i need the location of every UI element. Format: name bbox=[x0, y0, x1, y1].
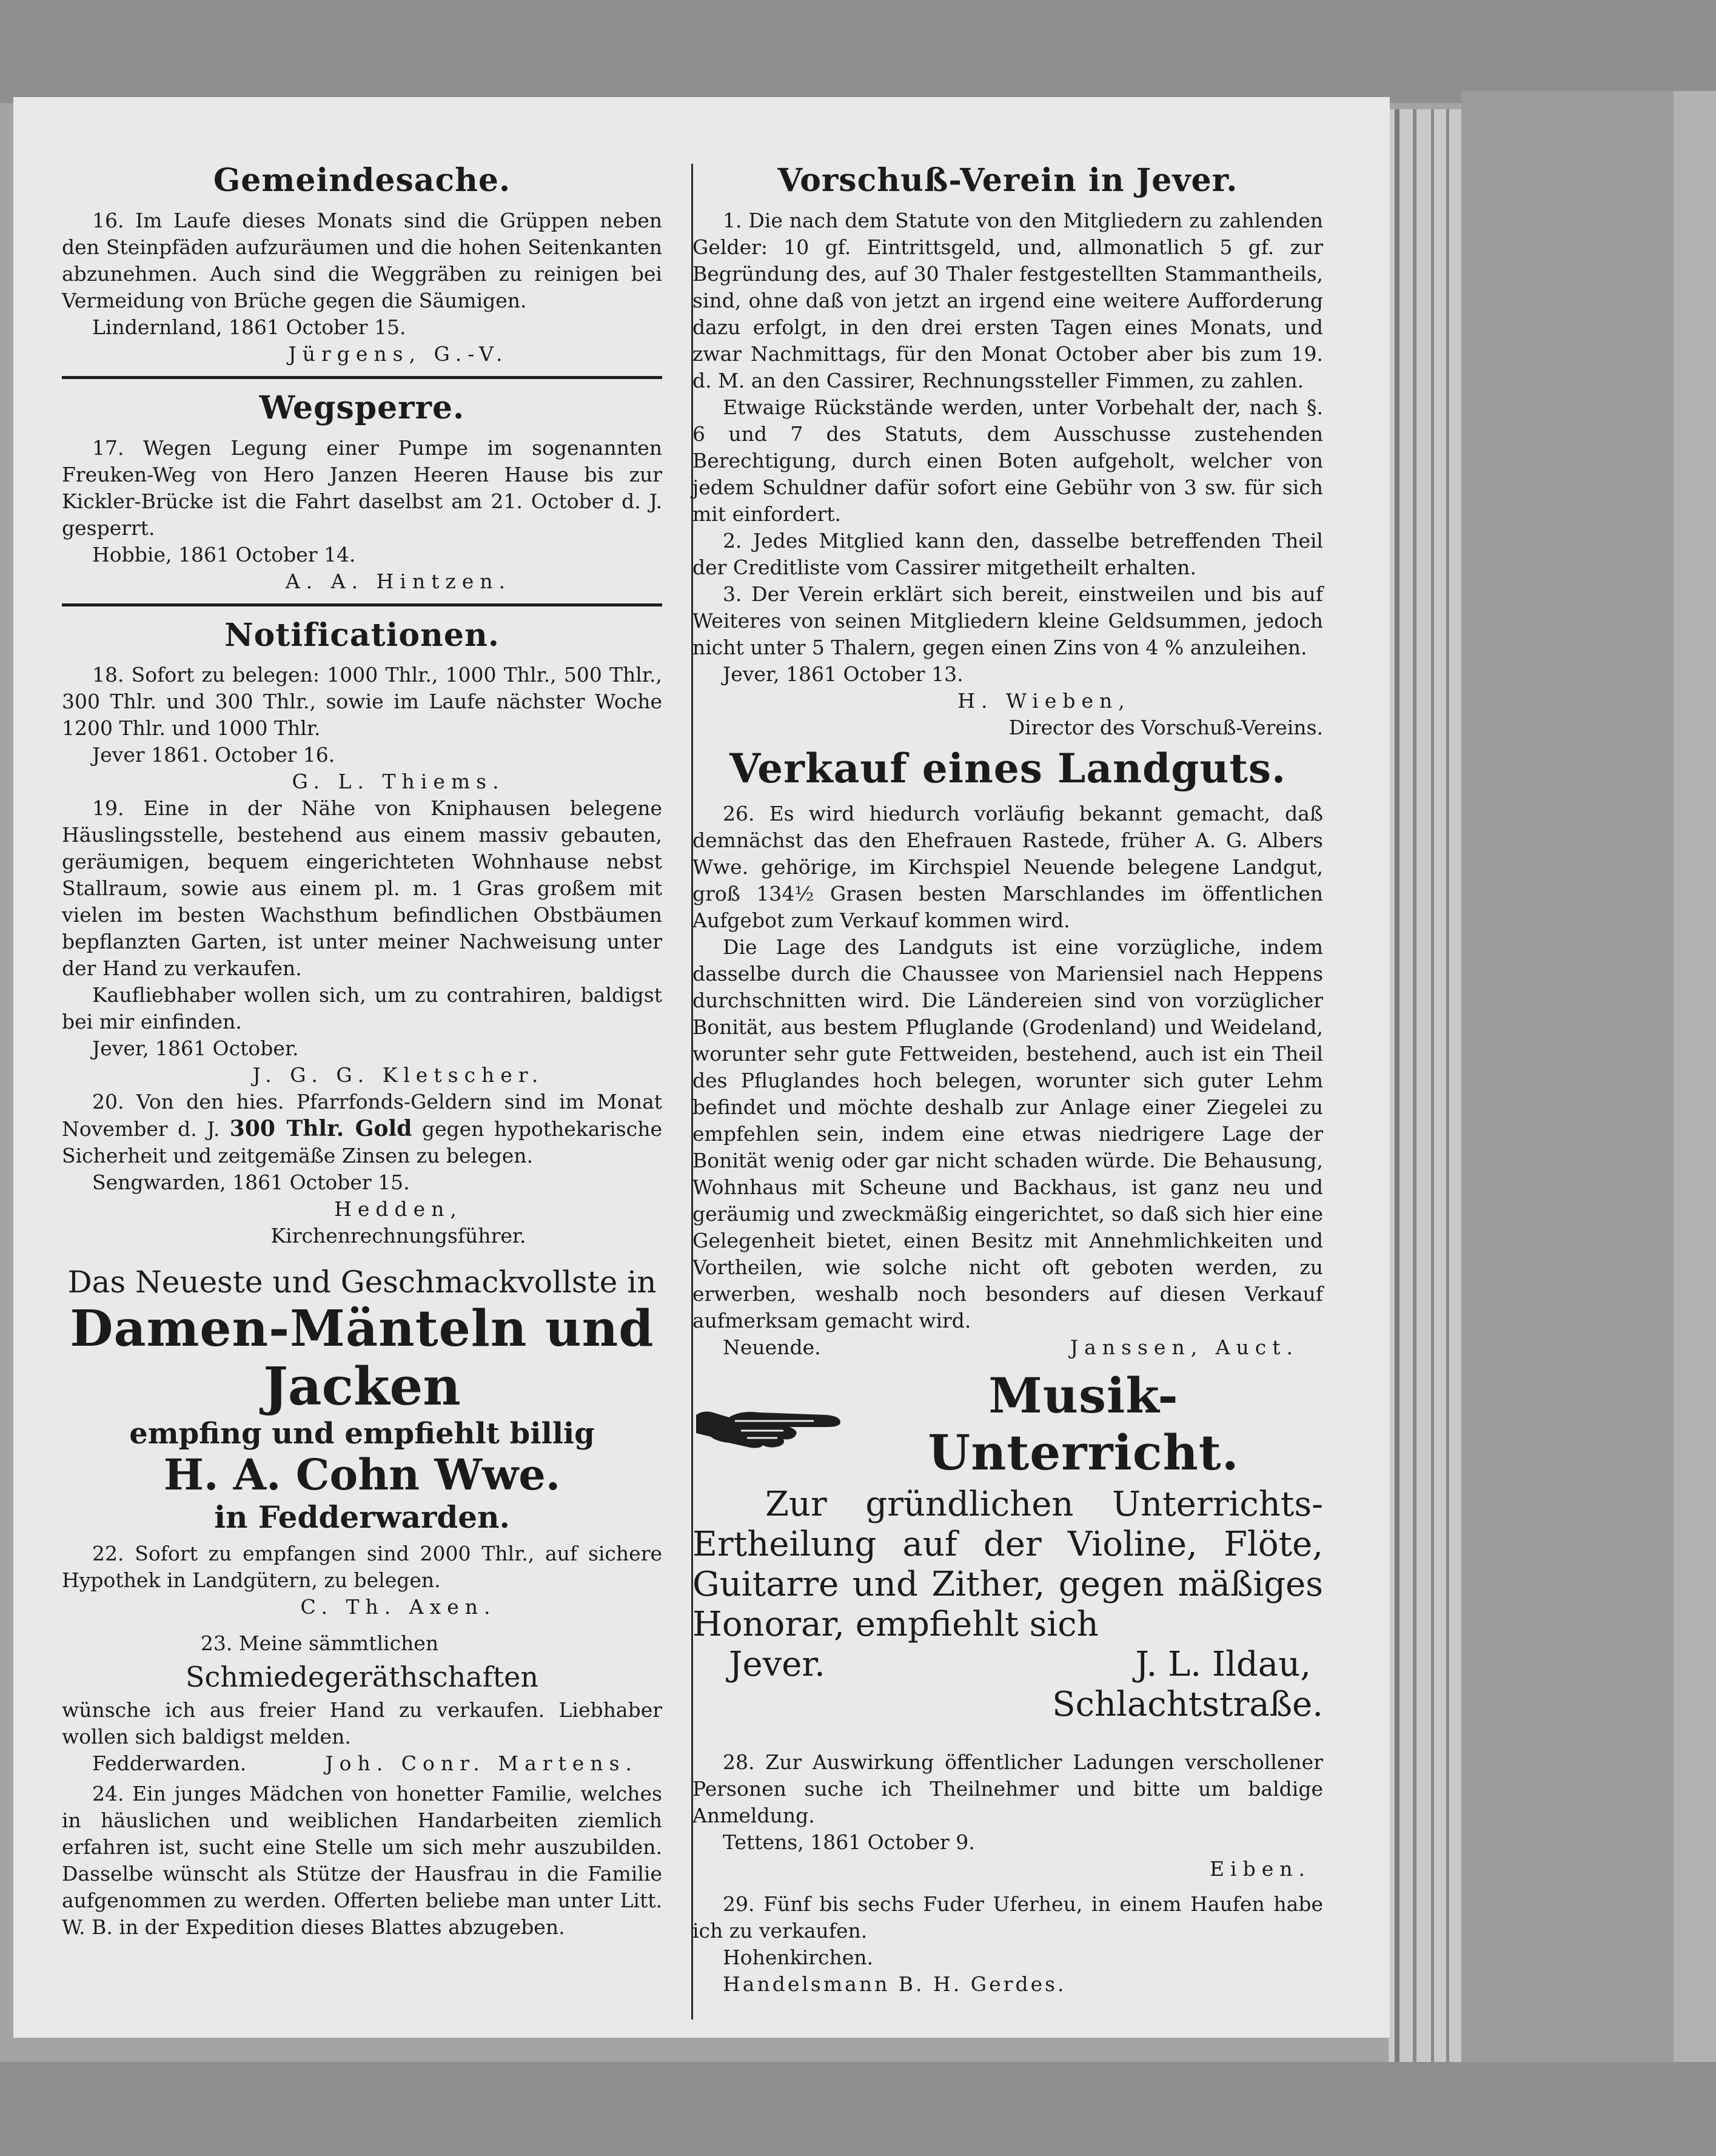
notice-20-place: Sengwarden, 1861 October 15. bbox=[92, 1170, 410, 1195]
musik-unterricht-ad bbox=[692, 1367, 1323, 1725]
right-column bbox=[692, 158, 1323, 1998]
notice-20-amount: 300 Thlr. Gold bbox=[229, 1116, 412, 1142]
notice-20-text bbox=[62, 1089, 662, 1169]
place-date: Hobbie, 1861 October 14. bbox=[92, 542, 356, 566]
musik-text: Zur gründlichen Unterrichts-Ertheilung auf der Violine, Flöte, Guitarre und Zither, gegen mäßiges Honorar, empfiehlt sich bbox=[692, 1484, 1323, 1644]
musik-sign-line bbox=[692, 1645, 1323, 1685]
notice-23-heading: Schmiedegeräthschaften bbox=[185, 1661, 539, 1694]
musik-heading-row bbox=[692, 1367, 1323, 1481]
musik-street: Schlachtstraße. bbox=[1052, 1684, 1323, 1724]
musik-heading: Musik-Unterricht. bbox=[928, 1366, 1239, 1481]
notice-18-place: Jever 1861. October 16. bbox=[92, 743, 335, 767]
section-heading: Gemeindesache. bbox=[213, 162, 511, 199]
notice-28 bbox=[692, 1749, 1323, 1882]
newspaper-page bbox=[13, 97, 1390, 2038]
gemeindesache-section bbox=[62, 163, 662, 368]
section-heading: Notificationen. bbox=[224, 616, 500, 654]
ad-line-5: H. A. Cohn Wwe. bbox=[163, 1449, 561, 1500]
notice-20-text-a: 20. Von den hies. Pfarrfonds-Geldern sind im Monat November d. J. bbox=[62, 1090, 662, 1141]
ad-line-4: empfing und empfiehlt billig bbox=[129, 1417, 595, 1451]
wegsperre-section bbox=[62, 390, 662, 595]
notice-22-text: 22. Sofort zu empfangen sind 2000 Thlr., auf sichere Hypothek in Landgütern, zu belegen. bbox=[62, 1542, 662, 1593]
notice-29 bbox=[692, 1891, 1323, 1998]
notice-28-place-date: Tettens, 1861 October 9. bbox=[723, 1830, 975, 1854]
notice-18-text: 18. Sofort zu belegen: 1000 Thlr., 1000 Thlr., 500 Thlr., 300 Thlr. und 300 Thlr., sowie im Laufe nächster Woche 1200 Thlr. und 1000 Thlr. bbox=[62, 663, 662, 740]
musik-place: Jever. bbox=[729, 1644, 825, 1684]
notice-23-text: wünsche ich aus freier Hand zu verkaufen. Liebhaber wollen sich baldigst melden. bbox=[62, 1698, 662, 1749]
paragraph-3: 2. Jedes Mitglied kann den, dasselbe betreffenden Theil der Creditliste vom Cassirer mitgetheilt erhalten. bbox=[692, 528, 1323, 579]
signer: Janssen, Auct. bbox=[1070, 1335, 1299, 1359]
section-rule bbox=[62, 376, 662, 379]
paragraph-4: 3. Der Verein erklärt sich bereit, einstweilen und bis auf Weiteres von seinen Mitgliedern kleine Geldsummen, jedoch nicht unter 5 Thalern, gegen einen Zins von 4 % anzuleihen. bbox=[692, 582, 1323, 659]
notice-23-place: Fedderwarden. bbox=[92, 1751, 247, 1776]
section-heading: Verkauf eines Landguts. bbox=[729, 744, 1286, 792]
ad-line-3: Jacken bbox=[263, 1356, 461, 1418]
notice-28-signer: Eiben. bbox=[1209, 1856, 1311, 1881]
notice-20-signer: Hedden, bbox=[334, 1197, 463, 1221]
section-heading: Wegsperre. bbox=[259, 389, 465, 426]
ad-line-2: Damen-Mänteln und bbox=[70, 1299, 654, 1358]
cohn-advertisement bbox=[62, 1265, 662, 1534]
notice-20-role: Kirchenrechnungsführer. bbox=[270, 1224, 526, 1248]
notice-23-intro: 23. Meine sämmtlichen bbox=[200, 1631, 439, 1656]
notice-23-sign-line bbox=[62, 1750, 662, 1777]
paragraph-2: Etwaige Rückstände werden, unter Vorbehalt der, nach §. 6 und 7 des Statuts, dem Ausschusse zustehenden Berechtigung, durch einen Boten aufgeholt, welcher von jedem Schuldner dafür sofort eine Gebühr von 3 sw. für sich mit einfordert. bbox=[692, 395, 1323, 526]
notice-20-text-b: gegen hypothekarische Sicherheit und zeitgemäße Zinsen zu belegen. bbox=[62, 1117, 663, 1168]
notice-28-text: 28. Zur Auswirkung öffentlicher Ladungen verschollener Personen suche ich Theilnehmer und bitte um baldige Anmeldung. bbox=[692, 1750, 1323, 1827]
notice-19-signer: J. G. G. Kletscher. bbox=[252, 1063, 545, 1087]
paragraph-1: 26. Es wird hiedurch vorläufig bekannt gemacht, daß demnächst das den Ehefrauen Rastede, früher A. G. Albers Wwe. gehörige, im Kirchspiel Neuende belegene Landgut, groß 134½ Grasen besten Marschlandes im öffentlichen Aufgebot zum Verkauf kommen wird. bbox=[692, 801, 1323, 932]
notice-24 bbox=[62, 1781, 662, 1941]
notice-text: 17. Wegen Legung einer Pumpe im sogenannten Freuken-Weg von Hero Janzen Heeren Hause bis zur Kickler-Brücke ist die Fahrt daselbst am 21. October d. J. gesperrt. bbox=[62, 435, 662, 540]
pointing-hand-icon bbox=[692, 1397, 844, 1451]
signer-role: Director des Vorschuß-Vereins. bbox=[1008, 715, 1323, 739]
place: Neuende. bbox=[723, 1335, 821, 1359]
musik-signer: J. L. Ildau, bbox=[1135, 1644, 1311, 1684]
notice-23-signer: Joh. Conr. Martens. bbox=[325, 1751, 638, 1776]
sign-line bbox=[692, 1334, 1323, 1361]
notice-29-text: 29. Fünf bis sechs Fuder Uferheu, in einem Haufen habe ich zu verkaufen. bbox=[692, 1892, 1323, 1943]
notice-18-signer: G. L. Thiems. bbox=[292, 770, 505, 794]
notice-29-place: Hohenkirchen. bbox=[723, 1945, 874, 1969]
ad-line-1: Das Neueste und Geschmackvollste in bbox=[67, 1264, 657, 1300]
notice-text: 16. Im Laufe dieses Monats sind die Grüppen neben den Steinpfäden aufzuräumen und die hohen Seitenkanten abzunehmen. Auch sind die Weggräben zu reinigen bei Vermeidung von Brüche gegen die Säumigen. bbox=[62, 208, 662, 312]
left-column bbox=[62, 158, 662, 1941]
signer: A. A. Hintzen. bbox=[285, 569, 512, 593]
notice-19-text-2: Kaufliebhaber wollen sich, um zu contrahiren, baldigst bei mir einfinden. bbox=[62, 983, 662, 1034]
notifications-section bbox=[62, 617, 662, 1250]
ad-line-6: in Fedderwarden. bbox=[214, 1499, 510, 1535]
notice-19-place: Jever, 1861 October. bbox=[92, 1036, 299, 1061]
signer: H. Wieben, bbox=[957, 688, 1131, 713]
notice-24-text: 24. Ein junges Mädchen von honetter Familie, welches in häuslichen und weiblichen Handarbeiten ziemlich erfahren ist, sucht eine Stelle um sich mehr auszubilden. Dasselbe wünscht als Stütze der Hausfrau in die Familie aufgenommen zu werden. Offerten beliebe man unter Litt. W. B. in der Expedition dieses Blattes abzugeben. bbox=[62, 1782, 662, 1939]
paragraph-1: 1. Die nach dem Statute von den Mitgliedern zu zahlenden Gelder: 10 gf. Eintrittsgeld, und, allmonatlich 5 gf. zur Begründung des, auf 30 Thaler festgestellten Stammantheils, sind, ohne daß von jetzt an irgend eine weitere Aufforderung dazu erfolgt, in den drei ersten Tagen eines Monats, und zwar Nachmittags, für den Monat October aber bis zum 19. d. M. an den Cassirer, Rechnungssteller Fimmen, zu zahlen. bbox=[692, 208, 1323, 392]
landgut-section bbox=[692, 746, 1323, 1361]
notice-22 bbox=[62, 1540, 662, 1620]
notice-29-signer: Handelsmann B. H. Gerdes. bbox=[723, 1972, 1067, 1996]
section-heading: Vorschuß-Verein in Jever. bbox=[777, 162, 1238, 199]
paragraph-2: Die Lage des Landguts ist eine vorzügliche, indem dasselbe durch die Chaussee von Mariensiel nach Heppens durchschnitten wird. Die Ländereien sind von vorzüglicher Bonität, aus bestem Pfluglande (Grodenland) und Weideland, worunter sehr gute Fettweiden, bestehend, auch ist ein Theil des Pfluglandes hoch belegen, worunter sich guter Lehm befindet und möchte deshalb zur Anlage einer Ziegelei zu empfehlen sein, indem eine etwas niedrigere Lage der Bonität wenig oder gar nicht schaden würde. Die Behausung, Wohnhaus mit Scheune und Backhaus, ist ganz neu und geräumig und zweckmäßig eingerichtet, so daß sich hier eine Gelegenheit bietet, einen Besitz mit Annehmlichkeiten und Vortheilen, wie solche nicht oft geboten werden, zu erwerben, weshalb noch besonders auf diesen Verkauf aufmerksam gemacht wird. bbox=[692, 935, 1323, 1332]
signer: Jürgens, G.-V. bbox=[288, 341, 509, 366]
section-rule bbox=[62, 603, 662, 606]
notice-23 bbox=[62, 1630, 662, 1777]
vorschuss-verein-section bbox=[692, 163, 1323, 741]
notice-19-text: 19. Eine in der Nähe von Kniphausen belegene Häuslingsstelle, bestehend aus einem massiv gebauten, geräumigen, bequem eingerichteten Wohnhause nebst Stallraum, sowie aus einem pl. m. 1 Gras großem mit vielen im besten Wachsthum befindlichen Obstbäumen bepflanzten Garten, ist unter meiner Nachweisung unter der Hand zu verkaufen. bbox=[62, 796, 662, 981]
place-date: Lindernland, 1861 October 15. bbox=[92, 315, 406, 339]
notice-22-signer: C. Th. Axen. bbox=[300, 1595, 497, 1619]
place-date: Jever, 1861 October 13. bbox=[723, 662, 964, 686]
